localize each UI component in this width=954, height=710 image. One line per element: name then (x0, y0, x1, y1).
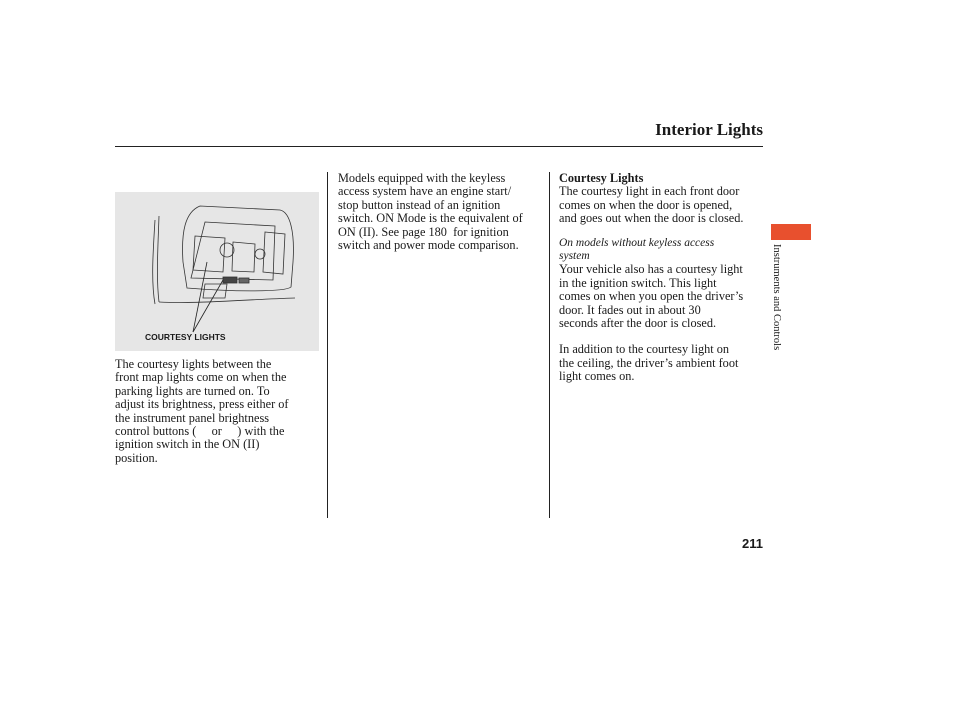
text-line: the instrument panel brightness (115, 410, 270, 425)
text-line: in the ignition switch. This light (559, 275, 717, 290)
text-line: Models equipped with the keyless (338, 171, 506, 185)
text-line: light comes on. (559, 369, 635, 384)
text-line: switch. ON Mode is the equivalent of (338, 211, 523, 226)
courtesy-lights-figure (115, 192, 319, 351)
text-line: comes on when you open the driver’s (559, 289, 744, 304)
text-line: The courtesy lights between the (115, 357, 272, 371)
section-tab (771, 224, 811, 240)
text-line: position. (115, 450, 158, 465)
text-line: comes on when the door is opened, (559, 197, 733, 212)
text-line: ON (II). See page 180 for ignition (338, 224, 509, 239)
column-divider-1 (327, 172, 328, 518)
section-heading: Courtesy Lights (559, 171, 644, 185)
column-1-text (115, 358, 325, 465)
text-line: door. It fades out in about 30 (559, 302, 701, 317)
text-line: switch and power mode comparison. (338, 238, 519, 253)
column-divider-2 (549, 172, 550, 518)
text-line: and goes out when the door is closed. (559, 211, 744, 226)
text-line: stop button instead of an ignition (338, 197, 501, 212)
text-line: control buttons ( or ) with the (115, 424, 285, 439)
text-line: Your vehicle also has a courtesy light (559, 262, 743, 277)
section-label-text: Instruments and Controls (771, 244, 782, 351)
text-line: ignition switch in the ON (II) (115, 437, 260, 452)
text-line: access system have an engine start/ (338, 184, 512, 199)
overhead-console-illustration (115, 192, 319, 351)
page-title: Interior Lights (655, 120, 763, 139)
text-line: In addition to the courtesy light on (559, 342, 730, 357)
text-line: front map lights come on when the (115, 370, 287, 385)
text-line: The courtesy light in each front door (559, 184, 740, 199)
column-2-text (338, 172, 546, 252)
header-rule (115, 146, 763, 147)
text-line: the ceiling, the driver’s ambient foot (559, 355, 739, 370)
text-line: seconds after the door is closed. (559, 316, 717, 331)
column-3-text (559, 172, 767, 384)
page-number: 211 (742, 536, 763, 551)
model-note: On models without keyless access (559, 236, 715, 249)
model-note: system (559, 250, 590, 263)
section-label (770, 244, 784, 384)
text-line: parking lights are turned on. To (115, 383, 270, 398)
figure-caption: COURTESY LIGHTS (145, 332, 226, 342)
text-line: adjust its brightness, press either of (115, 397, 289, 412)
